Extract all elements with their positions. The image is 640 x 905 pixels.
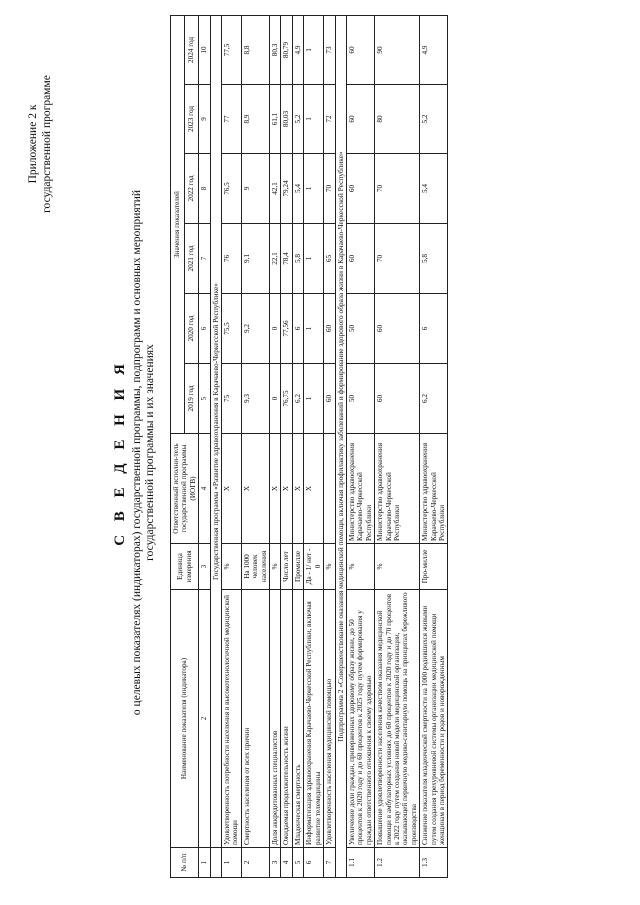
indicator-value: 75 xyxy=(222,364,242,434)
indicator-value: 77,56 xyxy=(281,294,292,364)
responsible-executor: X xyxy=(270,434,281,544)
header-year: 2024 год xyxy=(185,15,199,84)
indicator-value: 5,4 xyxy=(292,154,303,224)
table-header xyxy=(171,15,211,877)
indicator-value: 73 xyxy=(324,15,335,84)
section-title-program: Государственная программа «Развитие здравоохранения в Карачаево-Черкесской Республике» xyxy=(210,15,221,847)
indicator-value: 50 xyxy=(346,294,374,364)
responsible-executor: X xyxy=(304,434,324,544)
indicator-value: 77 xyxy=(222,85,242,154)
column-number: 2 xyxy=(199,590,210,848)
responsible-executor: X xyxy=(292,434,303,544)
indicator-value: 0 xyxy=(270,294,281,364)
indicator-value: 61,1 xyxy=(270,85,281,154)
row-number: 7 xyxy=(324,848,335,878)
section-row-program xyxy=(210,15,221,877)
row-number: 1.1 xyxy=(346,848,374,878)
responsible-executor: Министерство здравоохранения Карачаево-Черкесской Республики xyxy=(375,434,420,544)
indicator-value: 80,3 xyxy=(270,15,281,84)
subprogram-2-rows xyxy=(346,15,447,877)
indicator-value: 8,9 xyxy=(241,85,269,154)
indicator-value: 60 xyxy=(346,85,374,154)
indicator-value: 60 xyxy=(324,294,335,364)
indicator-value: 1 xyxy=(304,85,324,154)
header-responsible: Ответственный исполни-тель государственной программы (ИОГВ) xyxy=(171,434,199,544)
indicators-table xyxy=(170,15,448,878)
indicator-value: 1 xyxy=(304,154,324,224)
row-number: 2 xyxy=(241,848,269,878)
unit-of-measure: % xyxy=(324,544,335,590)
row-number: 5 xyxy=(292,848,303,878)
indicator-name: Снижение показателя младенческой смертности на 1000 родившихся живыми путем создания трехуровневой системы организации медицинской помощи женщинам в период беременности и родов и новорожденным xyxy=(420,590,448,848)
indicator-value: 75,5 xyxy=(222,294,242,364)
indicator-value: 70 xyxy=(375,224,420,294)
header-year: 2019 год xyxy=(185,364,199,434)
column-number: 9 xyxy=(199,85,210,154)
appendix-line-2: государственной программе xyxy=(41,75,53,213)
unit-of-measure: Да - 1/ нет - 0 xyxy=(304,544,324,590)
indicator-name: Смертность населения от всех причин xyxy=(241,590,269,848)
indicator-value: 42,1 xyxy=(270,154,281,224)
indicator-value: 1 xyxy=(304,224,324,294)
indicator-value: 0 xyxy=(270,364,281,434)
indicator-name: Повышение удовлетворенности населения качеством оказания медицинской помощи в амбулаторных условиях до 60 процентов к 2020 году и до 70 процентов к 2022 году путем создания новой модели медицинской организации, оказывающей первичную медико-санитарную помощь на принципах бережливого производства xyxy=(375,590,420,848)
indicator-name: Увеличение доли граждан, приверженных здоровому образу жизни, до 50 процентов к 2020 году и до 60 процентов к 2025 году путем формирования у граждан ответственного отношения к своему здоровью xyxy=(346,590,374,848)
indicator-value: 72 xyxy=(324,85,335,154)
indicator-value: 65 xyxy=(324,224,335,294)
unit-of-measure: Про-милле xyxy=(420,544,448,590)
row-number: 1.3 xyxy=(420,848,448,878)
row-number: 6 xyxy=(304,848,324,878)
header-year: 2022 год xyxy=(185,154,199,224)
row-number: 1.2 xyxy=(375,848,420,878)
title-main: С В Е Д Е Н И Я xyxy=(112,359,128,546)
indicator-value: 60 xyxy=(324,364,335,434)
indicator-value: 80 xyxy=(375,85,420,154)
indicator-value: 9 xyxy=(241,154,269,224)
indicator-value: 1 xyxy=(304,15,324,84)
column-number: 5 xyxy=(199,364,210,434)
unit-of-measure: % xyxy=(375,544,420,590)
table-row xyxy=(324,15,335,877)
program-rows xyxy=(222,15,335,877)
section-title-subprogram-2: Подпрограмма 2 «Совершенствование оказания медицинской помощи, включая профилактику заболеваний и формирование здорового образа жизни в Карачаево-Черкесской Республике» xyxy=(335,15,346,877)
indicator-value: 4,9 xyxy=(420,15,448,84)
unit-of-measure: Промилле xyxy=(292,544,303,590)
title-line-1: о целевых показателях (индикаторах) государственной программы, подпрограмм и основных мероприятий xyxy=(131,189,143,716)
appendix-note xyxy=(26,14,54,274)
indicator-value: 60 xyxy=(375,364,420,434)
table-row xyxy=(222,15,242,877)
indicator-name: Доля аккредитованных специалистов xyxy=(270,590,281,848)
table-row xyxy=(346,15,374,877)
unit-of-measure: % xyxy=(222,544,242,590)
row-number: 4 xyxy=(281,848,292,878)
row-number: 3 xyxy=(270,848,281,878)
title-line-2: государственной программы и их значениях xyxy=(144,344,156,561)
appendix-line-1: Приложение 2 к xyxy=(27,104,39,184)
indicator-value: 6 xyxy=(292,294,303,364)
indicator-value: 1 xyxy=(304,294,324,364)
responsible-executor xyxy=(324,434,335,544)
responsible-executor: Министерство здравоохранения Карачаево-Черкесской Республики xyxy=(420,434,448,544)
indicator-value: 5,4 xyxy=(420,154,448,224)
indicator-value: 22,1 xyxy=(270,224,281,294)
indicator-value: 50 xyxy=(346,364,374,434)
indicator-value: 5,8 xyxy=(420,224,448,294)
indicator-value: 9,3 xyxy=(241,364,269,434)
indicator-name: Информатизация здравоохранения Карачаево-Черкесской Республики, включая развитие телемедицины xyxy=(304,590,324,848)
indicator-value: 70 xyxy=(375,154,420,224)
column-number: 1 xyxy=(199,848,210,878)
indicator-value: 1 xyxy=(304,364,324,434)
responsible-executor: X xyxy=(281,434,292,544)
indicator-value: 6,2 xyxy=(292,364,303,434)
responsible-executor: X xyxy=(241,434,269,544)
responsible-executor: Министерство здравоохранения Карачаево-Черкесской Республики xyxy=(346,434,374,544)
indicator-value: 76,75 xyxy=(281,364,292,434)
table-row xyxy=(270,15,281,877)
indicator-value: 76,5 xyxy=(222,154,242,224)
table-row xyxy=(281,15,292,877)
unit-of-measure: Число лет xyxy=(281,544,292,590)
column-number: 7 xyxy=(199,224,210,294)
column-number: 8 xyxy=(199,154,210,224)
column-number: 4 xyxy=(199,434,210,544)
header-num: № п/п xyxy=(171,848,199,878)
table-row xyxy=(420,15,448,877)
header-values: Значения показателей xyxy=(171,15,185,433)
column-number: 6 xyxy=(199,294,210,364)
indicator-name: Ожидаемая продолжительность жизни xyxy=(281,590,292,848)
unit-of-measure: % xyxy=(346,544,374,590)
indicator-value: 4,9 xyxy=(292,15,303,84)
column-numbers-row xyxy=(199,15,210,877)
indicator-value: 90 xyxy=(375,15,420,84)
unit-of-measure: На 1000 человек населения xyxy=(241,544,269,590)
indicator-value: 8,8 xyxy=(241,15,269,84)
header-year: 2020 год xyxy=(185,294,199,364)
indicator-name: Удовлетворенность населения медицинской помощью xyxy=(324,590,335,848)
responsible-executor: X xyxy=(222,434,242,544)
indicator-value: 60 xyxy=(346,224,374,294)
header-name: Наименование показателя (индикатора) xyxy=(171,590,199,848)
table-row xyxy=(292,15,303,877)
indicator-value: 5,2 xyxy=(420,85,448,154)
indicator-value: 60 xyxy=(346,154,374,224)
indicator-name: Младенческая смертность xyxy=(292,590,303,848)
indicator-value: 60 xyxy=(375,294,420,364)
header-year: 2021 год xyxy=(185,224,199,294)
header-year: 2023 год xyxy=(185,85,199,154)
indicator-value: 70 xyxy=(324,154,335,224)
indicator-value: 9,2 xyxy=(241,294,269,364)
indicator-value: 9,1 xyxy=(241,224,269,294)
indicator-value: 76 xyxy=(222,224,242,294)
indicator-value: 6,2 xyxy=(420,364,448,434)
indicator-value: 78,4 xyxy=(281,224,292,294)
indicator-name: Удовлетворенность потребности населения в высокотехнологичной медицинской помощи xyxy=(222,590,242,848)
indicator-value: 60 xyxy=(346,15,374,84)
table-row xyxy=(375,15,420,877)
document-title xyxy=(112,40,157,865)
indicator-value: 6 xyxy=(420,294,448,364)
indicator-value: 80,03 xyxy=(281,85,292,154)
column-number: 3 xyxy=(199,544,210,590)
row-number: 1 xyxy=(222,848,242,878)
table-row xyxy=(304,15,324,877)
table-row xyxy=(241,15,269,877)
indicator-value: 5,2 xyxy=(292,85,303,154)
header-unit: Единица измерения xyxy=(171,544,199,590)
indicator-value: 79,24 xyxy=(281,154,292,224)
indicator-value: 5,8 xyxy=(292,224,303,294)
indicator-value: 77,5 xyxy=(222,15,242,84)
column-number: 10 xyxy=(199,15,210,84)
indicator-value: 80,79 xyxy=(281,15,292,84)
unit-of-measure: % xyxy=(270,544,281,590)
section-row-subprogram-2 xyxy=(335,15,346,877)
